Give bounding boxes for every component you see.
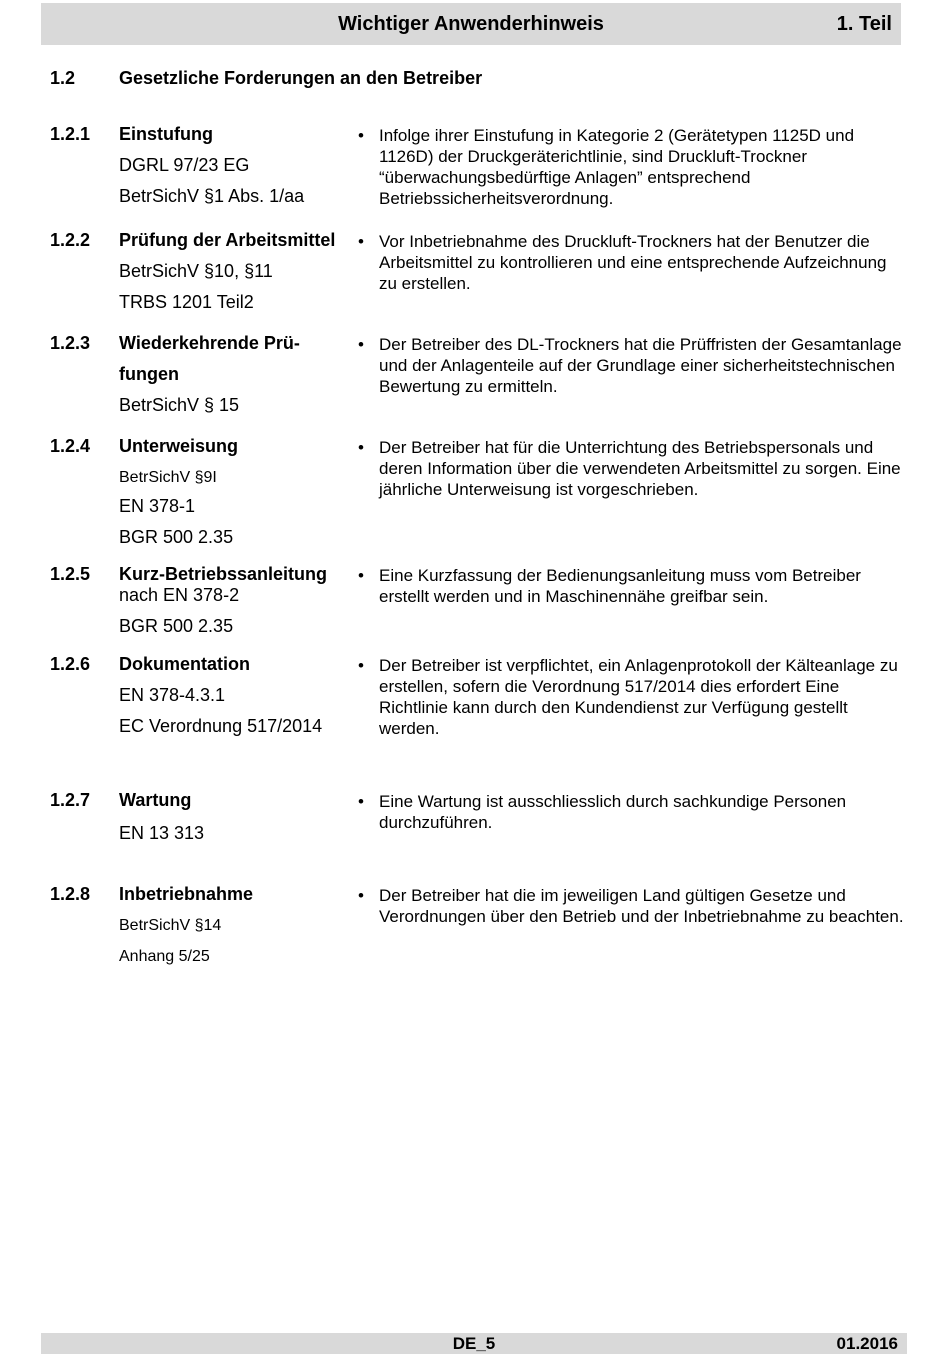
bullet-icon: • xyxy=(358,335,364,354)
item-reference: TRBS 1201 Teil2 xyxy=(119,292,254,312)
item-reference: EN 13 313 xyxy=(119,823,205,843)
bullet-icon: • xyxy=(358,438,364,457)
item-reference: BGR 500 2.35 xyxy=(119,616,234,636)
item-reference: BetrSichV § 15 xyxy=(119,395,240,415)
item-reference: BetrSichV §9I xyxy=(119,469,217,486)
bullet-icon: • xyxy=(358,886,364,905)
item-title: Kurz-Betriebssanleitung xyxy=(119,564,328,584)
item-reference: EN 378-1 xyxy=(119,496,196,516)
item-text: Vor Inbetriebnahme des Druckluft-Trockners hat der Benutzer die Arbeitsmittel zu kontrollieren und eine entsprechende Aufzeichnung zu erstellen. xyxy=(379,232,887,293)
item-title: Inbetriebnahme xyxy=(119,884,254,904)
part-label: 1. Teil xyxy=(836,13,892,35)
item-reference: DGRL 97/23 EG xyxy=(119,155,250,175)
item-text: Infolge ihrer Einstufung in Kategorie 2 (Gerätetypen 1125D und 1126D) der Druckgeräterichtlinie, sind Druckluft-Trockner “überwachungsbedürftige Anlagen” entsprechend Betriebssicherheitsverordnung. xyxy=(379,126,855,208)
item-reference: BetrSichV §1 Abs. 1/aa xyxy=(119,186,305,206)
item-reference: EN 378-4.3.1 xyxy=(119,685,226,705)
item-number: 1.2.8 xyxy=(50,884,91,904)
bullet-icon: • xyxy=(358,566,364,585)
item-title: Prüfung der Arbeitsmittel xyxy=(119,230,336,250)
item-reference: BGR 500 2.35 xyxy=(119,527,234,547)
bullet-icon: • xyxy=(358,126,364,145)
bullet-icon: • xyxy=(358,792,364,811)
item-title: Einstufung xyxy=(119,124,213,144)
page-title: Wichtiger Anwenderhinweis xyxy=(338,13,604,35)
section-title: Gesetzliche Forderungen an den Betreiber xyxy=(119,68,483,88)
item-title: Unterweisung xyxy=(119,436,239,456)
revision-date: 01.2016 xyxy=(836,1334,898,1353)
bullet-icon: • xyxy=(358,232,364,251)
item-number: 1.2.2 xyxy=(50,230,91,250)
item-number: 1.2.4 xyxy=(50,436,91,456)
item-number: 1.2.1 xyxy=(50,124,91,144)
page-footer xyxy=(41,1333,907,1354)
item-reference: BetrSichV §10, §11 xyxy=(119,261,273,281)
item-text: Eine Kurzfassung der Bedienungsanleitung muss vom Betreiber erstellt werden und in Maschinennähe greifbar sein. xyxy=(379,566,861,606)
item-text: Der Betreiber des DL-Trockners hat die Prüffristen der Gesamtanlage und der Anlagenteile auf der Grundlage einer sicherheitstechnischen Bewertung zu ermitteln. xyxy=(379,335,902,396)
section-number: 1.2 xyxy=(50,68,76,88)
section-heading xyxy=(50,68,482,89)
item-title: Dokumentation xyxy=(119,654,251,674)
item-reference: Anhang 5/25 xyxy=(119,948,210,965)
item-title: Wartung xyxy=(119,790,192,810)
item-text: Der Betreiber ist verpflichtet, ein Anlagenprotokoll der Kälteanlage zu erstellen, sofern die Verordnung 517/2014 dies erfordert Eine Richtlinie kann durch den Kundendienst zur Verfügung gestellt werden. xyxy=(379,656,898,738)
item-title: Wiederkehrende Prü- xyxy=(119,333,300,353)
bullet-icon: • xyxy=(358,656,364,675)
item-text: Der Betreiber hat für die Unterrichtung des Betriebspersonals und deren Information über die verwendeten Arbeitsmittel zu sorgen. Eine jährliche Unterweisung ist vorgeschrieben. xyxy=(379,438,901,499)
item-number: 1.2.5 xyxy=(50,564,91,584)
page-header xyxy=(41,3,901,45)
item-reference: EC Verordnung 517/2014 xyxy=(119,716,323,736)
item-reference: BetrSichV §14 xyxy=(119,917,222,934)
item-number: 1.2.6 xyxy=(50,654,91,674)
item-reference: nach EN 378-2 xyxy=(119,585,240,605)
item-number: 1.2.3 xyxy=(50,333,91,353)
item-title-continued: fungen xyxy=(119,364,179,384)
item-text: Eine Wartung ist ausschliesslich durch sachkundige Personen durchzuführen. xyxy=(379,792,847,832)
item-text: Der Betreiber hat die im jeweiligen Land gültigen Gesetze und Verordnungen über den Betrieb und der Inbetriebnahme zu beachten. xyxy=(379,886,904,926)
item-number: 1.2.7 xyxy=(50,790,91,810)
page-number: DE_5 xyxy=(452,1334,496,1353)
